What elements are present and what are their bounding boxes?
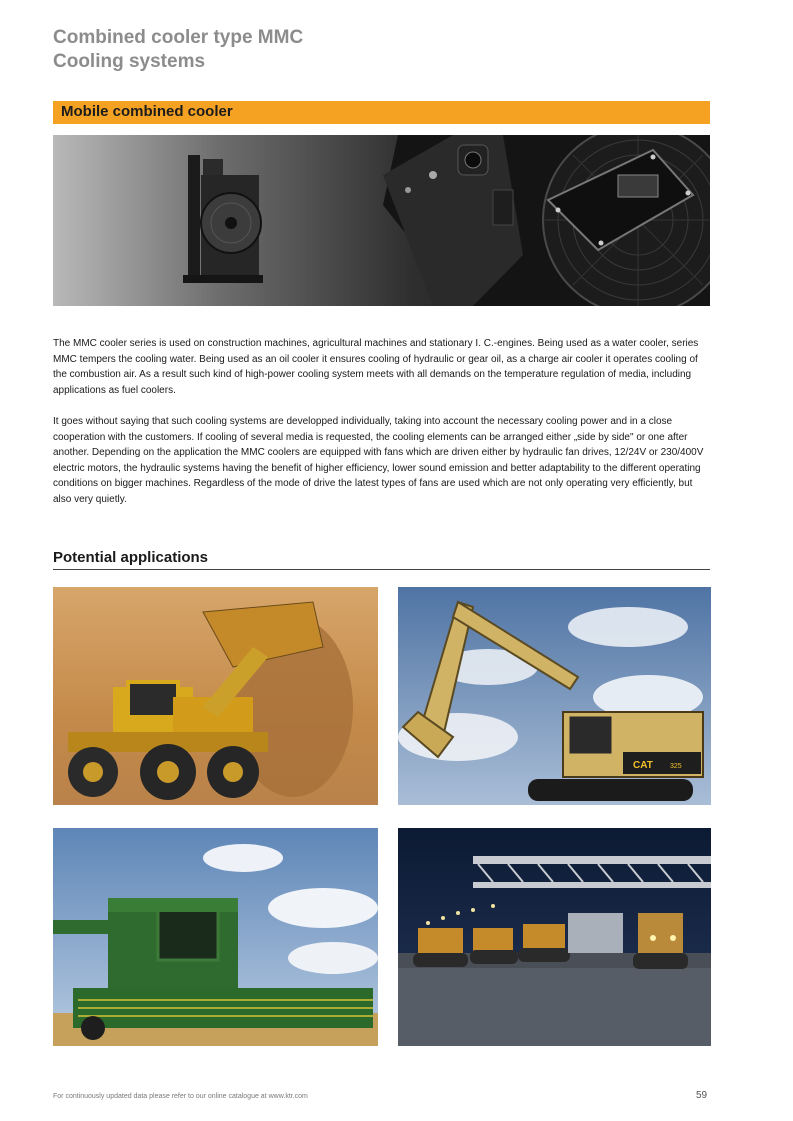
excavator-photo [398,587,711,805]
harvester-image [53,828,378,1046]
wheel-loader-photo [53,587,378,805]
details-paragraph: It goes without saying that such cooling systems are developped individually, taking into account the necessary cooling power and in a close cooperation with the customers. If cooling of several media is requested, the cooling elements can be arranged either „side by side" or one after another. Depending on the application the MMC coolers are equipped with fans which are driven either by hydraulic fan drives, 12/24V or 230/400V electric motors, the hydraulic systems having the benefit of higher efficiency, lower sound emission and better adaptability to the different operating conditions on bigger machines. Regardless of the mode of drive the latest types of fans are used which are not only operating very efficiently, but also very quietly. [53,416,704,505]
road-paving-image [398,828,711,1046]
road-paving-photo [398,828,711,1046]
page-title-line2: Cooling systems [53,51,206,72]
page-title-line1: Combined cooler type MMC [53,27,304,48]
excavator-brand-label: CAT [633,760,653,771]
combine-harvester-photo [53,828,378,1046]
section-banner [53,101,710,124]
section-banner-label: Mobile combined cooler [61,103,233,120]
cooler-product-image [53,135,710,306]
footer-note: For continuously updated data please refer to our online catalogue at www.ktr.com [53,1093,308,1100]
page-number: 59 [696,1090,708,1101]
small-cooler-icon [183,155,263,283]
excavator-model-label: 325 [670,763,682,770]
cooler-illustration [53,135,710,306]
applications-heading [53,549,710,570]
wheel-loader-image [53,587,378,805]
applications-heading-label: Potential applications [53,549,209,566]
excavator-image [398,587,711,805]
page-title [53,26,303,74]
intro-paragraph: The MMC cooler series is used on construction machines, agricultural machines and stationary I. C.-engines. Being used as a water cooler, series MMC tempers the cooling water. Being used as an oil cooler it ensures cooling of hydraulic or gear oil, as a charge air cooler it operates cooling of the combustion air. As a result such kind of high-power cooling system meets with all demands on the temperature regulation of media, including applications as fuel coolers. [53,338,699,396]
large-cooler-icon [383,135,710,306]
